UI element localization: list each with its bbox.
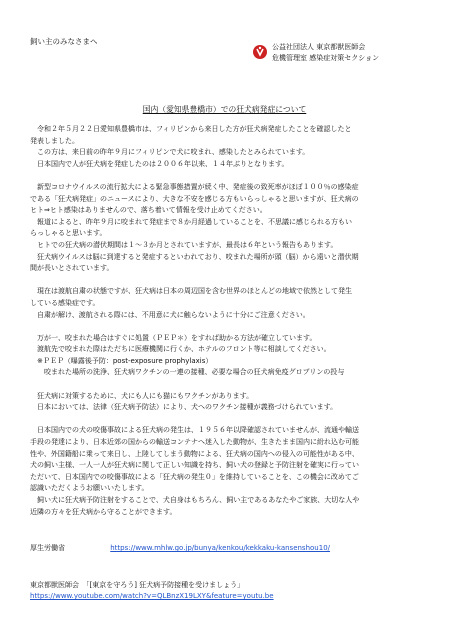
- document-body: [30, 118, 420, 518]
- youtube-link[interactable]: https://www.youtube.com/watch?v=QLBnzX19LXY&feature=youtu.be: [30, 592, 274, 600]
- para-line: 渡航先で咬まれた際はただちに医療機関に行くか、ホテルのフロント等に相談してください。: [37, 345, 331, 354]
- para-line: 現在は渡航自粛の状態ですが、狂犬病は日本の周辺国を含む世界のほとんどの地域で依然として発生: [37, 287, 352, 296]
- mhlw-link[interactable]: https://www.mhlw.go.jp/bunya/kenkou/kekkaku-kansenshou10/: [110, 544, 331, 552]
- salutation: 飼い主のみなさまへ: [30, 37, 98, 46]
- para-line: 令和２年５月２２日愛知県豊橋市は、フィリピンから来日した方が狂犬病発症したことを確認したと: [37, 125, 352, 133]
- para-line: 報道によると、昨年９月に咬まれて発症まで８か月経過していることを、不思議に感じられる方もい: [37, 217, 352, 226]
- para-line: 狂犬病に対策するために、犬にも人にも猫にもワクチンがあります。: [37, 391, 254, 400]
- para-line: 手段の発達により、日本近郊の国からの輸送コンテナへ迷入した動物が、生きたまま国内に紛れ込む可能: [30, 438, 359, 447]
- para-line: 日本国内で人が狂犬病を発症したのは２００６年以来、１４年ぶりとなります。: [37, 159, 289, 168]
- para-line: ただいて、日本国内での咬傷事故による「狂犬病の発生０」を維持していることを、この機会に改めてご: [30, 472, 359, 481]
- link-label: 東京都獣医師会 「[東京を守ろう] 狂犬病予防接種を受けましょう」: [30, 581, 245, 589]
- para-line: 自粛が解け、渡航される際には、不用意に犬に触らないように十分にご注意ください。: [37, 310, 310, 319]
- para-line: 発表しました。: [30, 136, 79, 145]
- org-name: 公益社団法人 東京都獣医師会: [272, 43, 366, 51]
- para-line: 日本国内での犬の咬傷事故による狂犬病の発生は、１９５６年以降確認されていませんが、流通や輸送: [37, 426, 359, 435]
- link-block-mhlw: [30, 543, 430, 554]
- org-department: 危機管理室 感染症対策セクション: [272, 54, 380, 62]
- para-line: ヒトでの狂犬病の潜伏期間は１〜３か月とされていますが、最長は６年という報告もあります。: [37, 240, 338, 249]
- para-line: 日本においては、法律（狂犬病予防法）により、犬へのワクチン接種が義務づけられています。: [37, 403, 338, 412]
- pep-note-detail: 咬まれた場所の洗浄、狂犬病ワクチンの一連の接種、必要な場合の狂犬病免疫グロブリンの投与: [44, 368, 345, 377]
- para-line: である「狂犬病発症」のニュースにより、大きな不安を感じる方もいらっしゃると思いますが、狂犬病の: [30, 194, 359, 203]
- para-line: 狂犬病ウイルスは脳に到達すると発症するといわれており、咬まれた場所が頭（脳）から遠いと潜伏期: [37, 252, 359, 261]
- para-line: 飼い犬に狂犬病予防注射をすることで、犬自身はもちろん、飼い主であるあなたやご家族、大切な人や: [37, 496, 360, 504]
- org-block: [272, 42, 379, 64]
- para-line: 万が一、咬まれた場合はすぐに処置（ＰＥＰ＊）をすれば助かる方法が確立しています。: [37, 333, 317, 342]
- document-title: 国内（愛知県豊橋市）での狂犬病発症について: [142, 105, 307, 114]
- para-line: している感染症です。: [30, 298, 100, 307]
- para-line: この方は、来日前の昨年９月にフィリピンで犬に咬まれ、感染したとみられています。: [37, 148, 310, 157]
- para-line: 新型コロナウイルスの流行拡大による緊急事態措置が続く中、発症後の致死率がほぼ１００％の感染症: [37, 182, 359, 191]
- para-line: ヒト⇒ヒト感染はありませんので、落ち着いて情報を受け止めてください。: [30, 206, 267, 215]
- pep-note-heading: ※ＰＥＰ（曝露後予防：post-exposure prophylaxis）: [37, 356, 213, 365]
- para-line: 間が長いとされています。: [30, 264, 114, 273]
- link-label: 厚生労働省: [30, 544, 65, 552]
- vet-association-logo-icon: [252, 44, 268, 60]
- link-block-youtube: [30, 580, 430, 602]
- para-line: 近隣の方々を狂犬病から守ることができます。: [30, 507, 177, 516]
- para-line: 認識いただくようお願いいたします。: [30, 484, 149, 493]
- para-line: 性や、外国籍船に乗って来日し、上陸してしまう動物による、狂犬病の国内への侵入の可能性がある中、: [30, 449, 359, 458]
- para-line: らっしゃると思います。: [30, 229, 107, 238]
- para-line: 犬の飼い主様、一人一人が狂犬病に関して正しい知識を持ち、飼い犬の登録と予防注射を確実に行ってい: [30, 461, 359, 470]
